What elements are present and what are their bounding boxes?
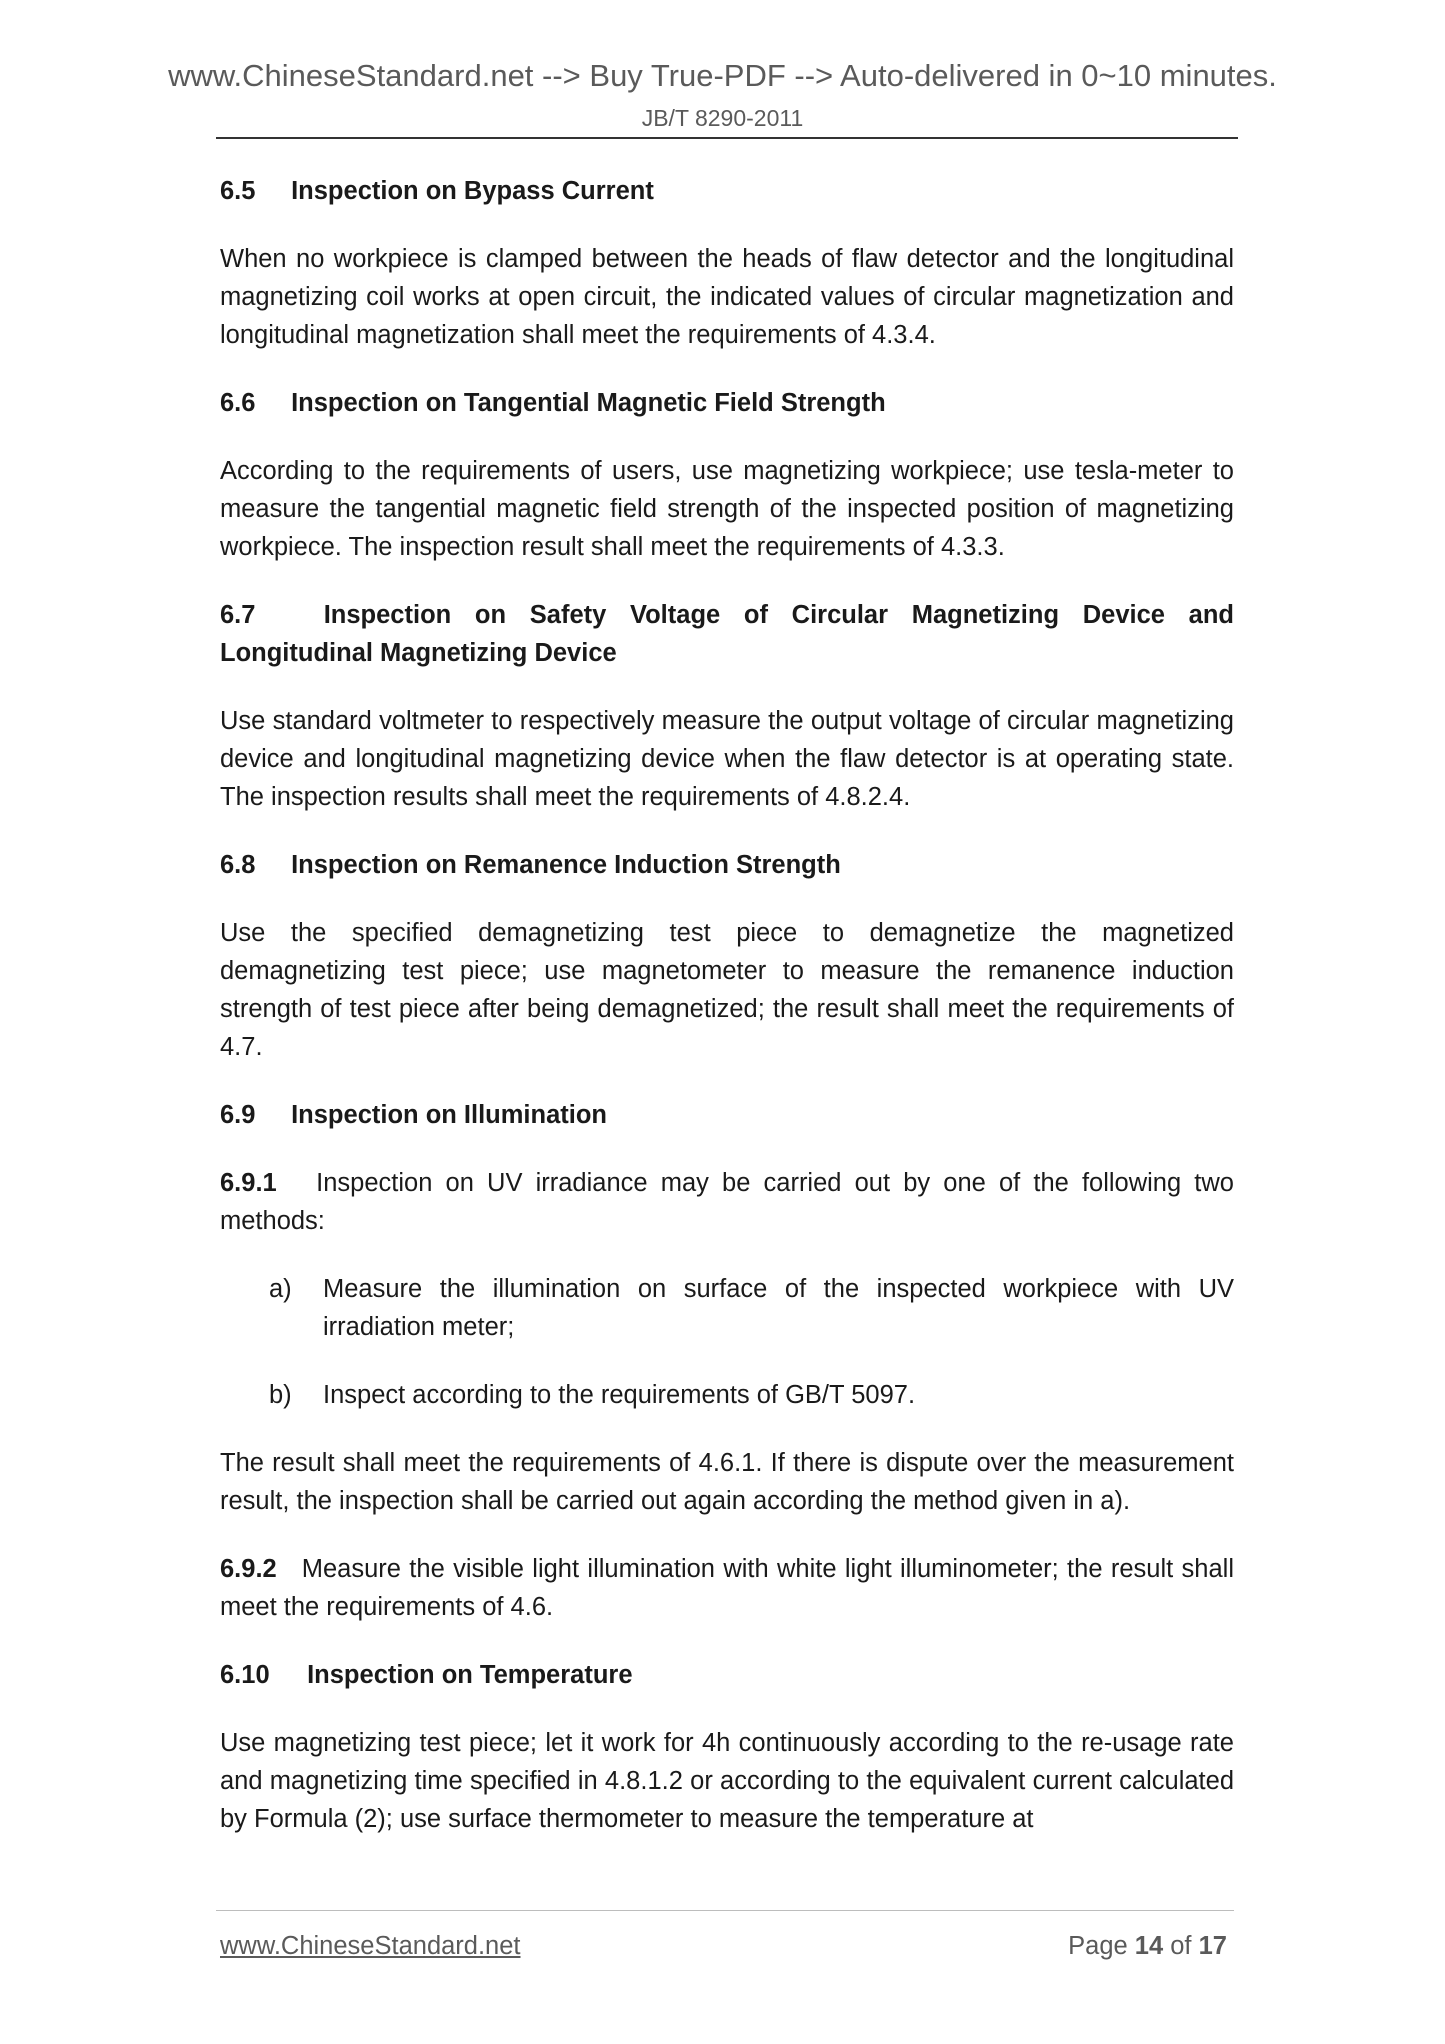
list-item <box>220 1376 1234 1414</box>
list-item-text: Inspect according to the requirements of GB/T 5097. <box>323 1381 916 1409</box>
section-paragraph-6-8: Use the specified demagnetizing test piece to demagnetize the magnetized demagnetizing test piece; use magnetometer to measure the remanence induction strength of test piece after being demagnetized; the result shall meet the requirements of 4.7. <box>220 919 1234 1061</box>
page-of: of <box>1170 1932 1192 1960</box>
section-heading-6-8 <box>220 846 1234 884</box>
header-divider <box>216 137 1238 139</box>
list-item-label: b) <box>269 1381 292 1409</box>
section-number: 6.10 <box>220 1661 270 1689</box>
header-banner[interactable]: www.ChineseStandard.net --> Buy True-PDF --> Auto-delivered in 0~10 minutes. <box>168 58 1277 93</box>
footer-divider <box>216 1910 1234 1911</box>
section-title: Inspection on Safety Voltage of Circular Magnetizing Device and Longitudinal Magnetizing Device <box>220 601 1234 667</box>
page-indicator <box>1068 1932 1227 1961</box>
page-prefix: Page <box>1068 1932 1128 1960</box>
section-heading-6-6 <box>220 384 1234 422</box>
section-paragraph-6-7: Use standard voltmeter to respectively measure the output voltage of circular magnetizing device and longitudinal magnetizing device when the flaw detector is at operating state. The inspection results shall meet the requirements of 4.8.2.4. <box>220 707 1234 811</box>
clause-6-9-2 <box>220 1550 1234 1626</box>
section-heading-6-5 <box>220 172 1234 210</box>
section-title: Inspection on Tangential Magnetic Field Strength <box>291 389 886 417</box>
section-paragraph-6-6: According to the requirements of users, use magnetizing workpiece; use tesla-meter to measure the tangential magnetic field strength of the inspected position of magnetizing workpiece. The inspection result shall meet the requirements of 4.3.3. <box>220 457 1234 561</box>
section-number: 6.9 <box>220 1101 256 1129</box>
page-total: 17 <box>1198 1932 1227 1960</box>
page-current: 14 <box>1134 1932 1164 1960</box>
footer-website-link[interactable]: www.ChineseStandard.net <box>220 1932 521 1960</box>
section-heading-6-10 <box>220 1656 1234 1694</box>
section-title: Inspection on Illumination <box>291 1101 608 1129</box>
section-paragraph-6-5: When no workpiece is clamped between the heads of flaw detector and the longitudinal magnetizing coil works at open circuit, the indicated values of circular magnetization and longitudinal magnetization shall meet the requirements of 4.3.4. <box>220 245 1234 349</box>
section-paragraph-6-9-result: The result shall meet the requirements of 4.6.1. If there is dispute over the measurement result, the inspection shall be carried out again according the method given in a). <box>220 1449 1234 1515</box>
section-heading-6-9 <box>220 1096 1234 1134</box>
section-paragraph-6-10: Use magnetizing test piece; let it work for 4h continuously according to the re-usage rate and magnetizing time specified in 4.8.1.2 or according to the equivalent current calculated by Formula (2); use surface thermometer to measure the temperature at <box>220 1729 1234 1833</box>
list-item <box>220 1270 1234 1346</box>
section-number: 6.5 <box>220 177 256 205</box>
section-heading-6-7 <box>220 596 1234 672</box>
list-item-label: a) <box>269 1275 292 1303</box>
clause-6-9-1 <box>220 1164 1234 1240</box>
document-body <box>220 172 1234 1838</box>
clause-number: 6.9.2 <box>220 1555 277 1583</box>
list-item-text: Measure the illumination on surface of the inspected workpiece with UV irradiation meter; <box>323 1275 1234 1341</box>
section-title: Inspection on Remanence Induction Strength <box>291 851 841 879</box>
section-number: 6.7 <box>220 601 256 629</box>
clause-text: Measure the visible light illumination with white light illuminometer; the result shall meet the requirements of 4.6. <box>220 1555 1234 1621</box>
section-number: 6.8 <box>220 851 256 879</box>
clause-number: 6.9.1 <box>220 1169 277 1197</box>
section-title: Inspection on Temperature <box>307 1661 633 1689</box>
section-title: Inspection on Bypass Current <box>291 177 654 205</box>
standard-number: JB/T 8290-2011 <box>641 105 804 131</box>
clause-text: Inspection on UV irradiance may be carried out by one of the following two methods: <box>220 1169 1234 1235</box>
section-number: 6.6 <box>220 389 256 417</box>
